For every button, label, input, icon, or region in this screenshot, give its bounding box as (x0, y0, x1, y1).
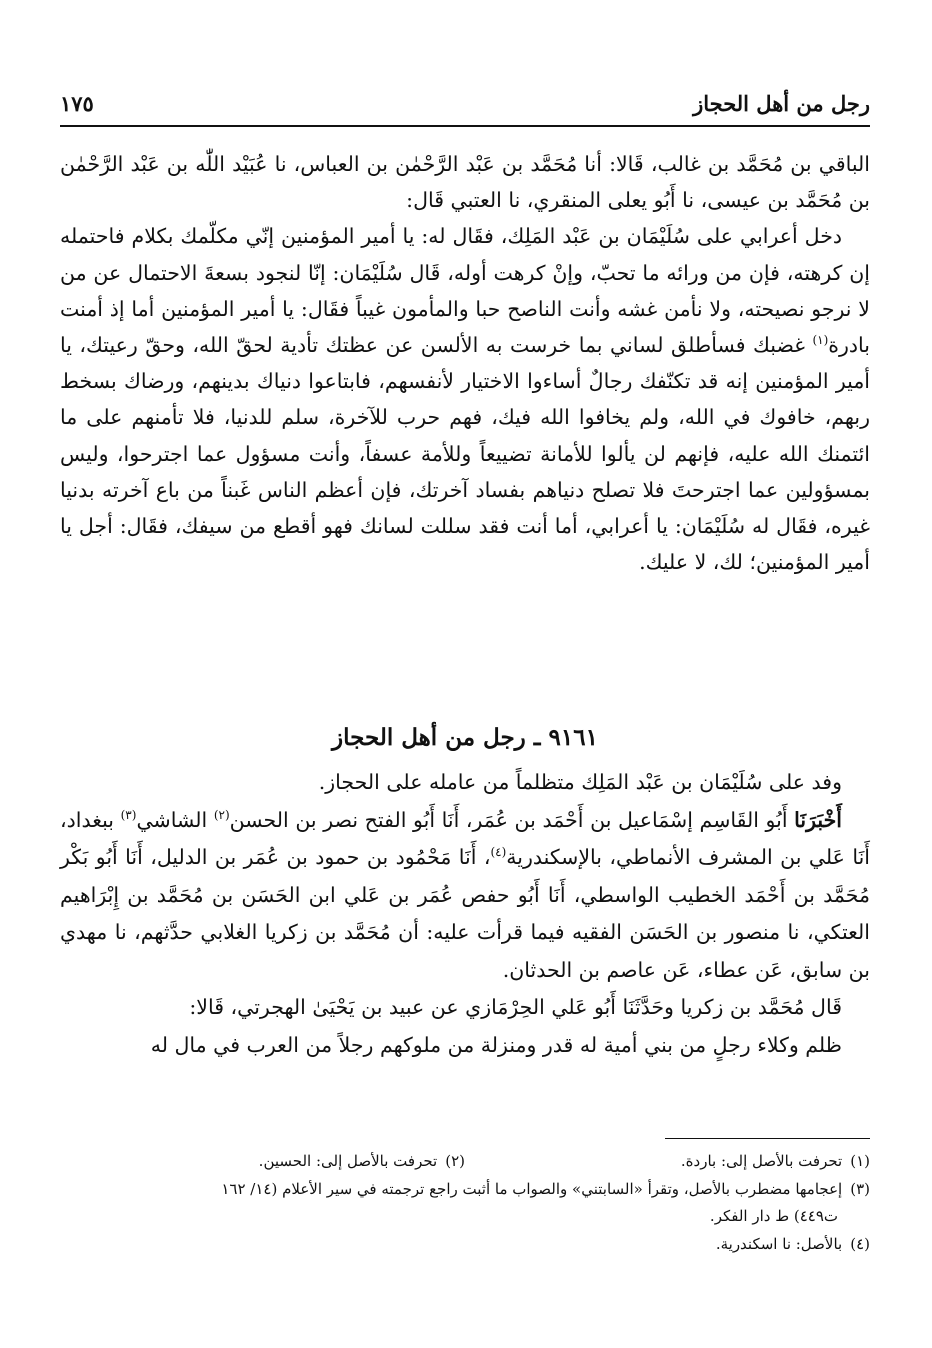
footnote-row-1 (60, 1148, 870, 1176)
footnote-1-number: (١) (850, 1152, 870, 1170)
story-text-part2: غضبك فسأطلق لساني بما خرست به الألسن عن عظتك تأدية لحقّ الله، وحقّ رعيتك، يا أمير المؤمنين إنه قد تكنّفك رجالٌ أساءوا الاختيار لأنفسهم، فابتاعوا دنياك بدينهم، ورضاك بسخط ربهم، خافوك في الله، ولم يخافوا الله فيك، فهم حرب للآخرة، سلم للدنيا، فلا تأمنهم على ما ائتمنك الله عليه، فإنهم لن يألوا للأمانة تضييعاً وللأمة عسفاً، وأنت مسؤول عما اجترحوا، وليس بمسؤولين عما اجترحتَ فلا تصلح دنياهم بفساد آخرتك، فإن أعظم الناس غَبناً من باع آخرته بدنيا غيره، فقَال له سُلَيْمَان: يا أعرابي، أما أنت فقد سللت لسانك فهو أقطع من سيفك، فقَال: أجل يا أمير المؤمنين؛ لك، لا عليك. (60, 333, 870, 575)
footnotes-block (60, 1148, 870, 1258)
page-header (60, 82, 870, 116)
isnad-part-c: ببغداد، أَنَا عَلي بن المشرف الأنماطي، بالإسكندرية (60, 807, 870, 869)
footnote-2-number: (٢) (445, 1152, 465, 1170)
footnote-rule (665, 1138, 870, 1139)
isnad-part-d: ، أَنَا مَحْمُود بن حمود بن عُمَر بن الدليل، أَنَا أَبُو بَكْر مُحَمَّد بن أَحْمَد الخطيب الواسطي، أَنَا أَبُو حفص عُمَر بن عَلي ابن الحَسَن بن مُحَمَّد بن إِبْرَاهيم العتكي، نا منصور بن الحَسَن الفقيه فيما قرأت عليه: أن مُحَمَّد بن زكريا الغلابي حدَّثهم، نا مهدي بن سابق، عَن عطاء، عَن عاصم بن الحدثان. (60, 845, 870, 982)
footnote-2-text: تحرفت بالأصل إلى: الحسين. (258, 1152, 438, 1170)
section-isnad (60, 802, 870, 990)
story-text-part1: دخل أعرابي على سُلَيْمَان بن عَبْد المَلِك، فقَال له: يا أمير المؤمنين إنّي مكلّمك بكلام فاحتمله إن كرهته، فإن من ورائه ما تحبّ، وإنْ كرهت أوله، قَال سُلَيْمَان: إنّا لنجود بسعةَ الاحتمال عن من لا نرجو نصيحته، ولا نأمن غشه وأنت الناصح حبا والمأمون غيباً فقَال: يا أمير المؤمنين أما إذ أمنت بادرة (60, 224, 870, 358)
footnote-3-text: إعجامها مضطرب بالأصل، وتقرأ «السابتني» والصواب ما أثبت راجع ترجمته في سير الأعلام (١٤/ ١٦٢ (221, 1179, 843, 1198)
footnote-4-text: بالأصل: نا اسكندرية. (715, 1234, 843, 1253)
footnote-4-number: (٤) (850, 1234, 870, 1253)
footnote-3-number: (٣) (850, 1179, 870, 1198)
footnote-ref-4: (٤) (490, 845, 507, 860)
footnote-1-text: تحرفت بالأصل إلى: باردة. (680, 1152, 843, 1170)
section-paragraph-c: ظلم وكلاء رجلٍ من بني أمية له قدر ومنزلة من ملوكهم رجلاً من العرب في مال له (150, 1032, 842, 1057)
header-rule (60, 125, 870, 127)
footnote-1 (465, 1148, 870, 1176)
running-title: رجل من أهل الحجاز (693, 91, 870, 116)
paragraph-story (60, 218, 870, 580)
footnote-ref-1: (١) (812, 333, 829, 348)
isnad-part-b: الشاشي (136, 807, 214, 832)
paragraph-isnad-end: الباقي بن مُحَمَّد بن غالب، قَالا: أنا مُحَمَّد بن عَبْد الرَّحْمٰن بن العباس، نا عُبَيْد اللّٰه بن عَبْد الرَّحْمٰن بن مُحَمَّد بن عيسى، نا أَبُو يعلى المنقري، نا العتبي قَال: (60, 152, 870, 213)
section-paragraph-b: قَال مُحَمَّد بن زكريا وحَدَّثَنَا أَبُو عَلي الحِرْمَازي عن عبيد بن يَحْيَىٰ الهجرتي، قَالا: (189, 995, 842, 1019)
footnote-3 (60, 1176, 870, 1204)
footnote-ref-2: (٢) (213, 807, 230, 822)
footnote-2 (60, 1148, 465, 1176)
section-text-block (60, 764, 870, 1064)
footnote-3-continued: ت٤٤٩) ط دار الفكر. (709, 1207, 838, 1225)
section-heading: ٩١٦١ ـ رجل من أهل الحجاز (332, 724, 598, 751)
footnote-4 (60, 1231, 870, 1259)
section-intro: وفد على سُلَيْمَان بن عَبْد المَلِك متظلماً من عامله على الحجاز. (318, 770, 842, 794)
page-number: ١٧٥ (60, 91, 94, 116)
akhbarana-word: أَخْبَرَنَا (794, 807, 842, 832)
isnad-part-a: أَبُو القَاسِم إسْمَاعيل بن أَحْمَد بن عُمَر، أَنَا أَبُو الفتح نصر بن الحسن (229, 807, 795, 832)
footnote-ref-3: (٣) (120, 807, 137, 822)
main-text-block (60, 146, 870, 580)
